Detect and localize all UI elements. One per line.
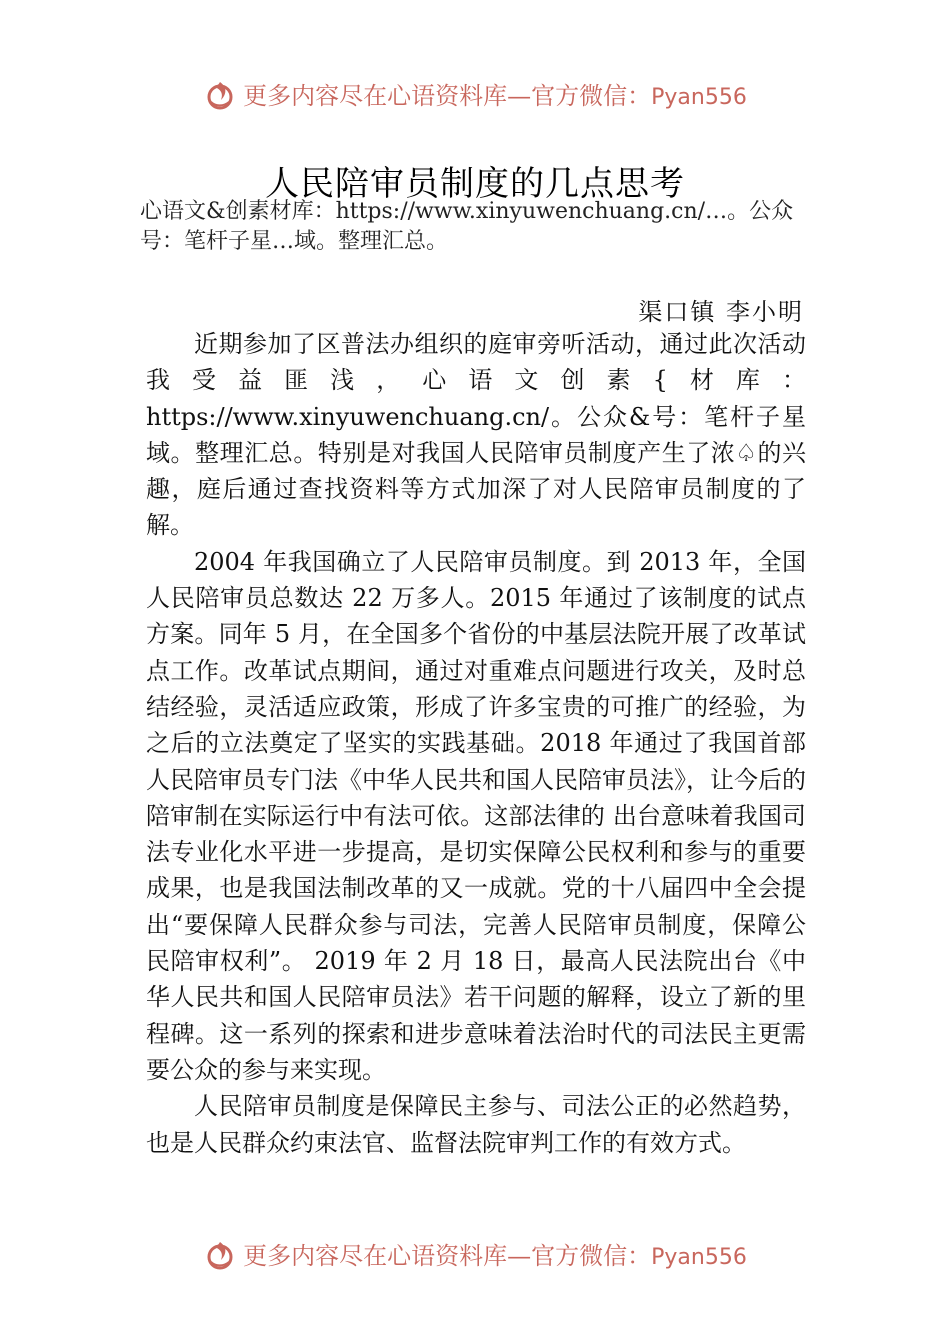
document-body [146, 326, 806, 1161]
paragraph: 人民陪审员制度是保障民主参与、司法公正的必然趋势，也是人民群众约束法官、监督法院审判工作的有效方式。 [146, 1092, 806, 1157]
author-line: 渠口镇 李小明 [638, 298, 804, 326]
flame-leaf-logo-icon [203, 1238, 237, 1272]
paragraph: 近期参加了区普法办组织的庭审旁听活动，通过此次活动我受益匪浅，心语文创素{材库：https://www.xinyuwenchuang.cn/。公众&号：笔杆子星域。整理汇总。特别是对我国人民陪审员制度产生了浓♤的兴趣，庭后通过查找资料等方式加深了对人民陪审员制度的了解。 [146, 330, 806, 540]
footer-banner [0, 1236, 950, 1275]
header-banner [0, 76, 950, 115]
banner-text: 更多内容尽在心语资料库—官方微信： [243, 1242, 652, 1270]
source-note: 心语文&创素材库：https://www.xinyuwenchuang.cn/…。公众号：笔杆子星…域。整理汇总。 [140, 199, 794, 254]
banner-wechat-id: Pyan556 [651, 1245, 747, 1270]
banner-text: 更多内容尽在心语资料库—官方微信： [243, 82, 652, 110]
banner-wechat-id: Pyan556 [651, 85, 747, 110]
flame-leaf-logo-icon [203, 78, 237, 112]
document-title: 人民陪审员制度的几点思考 [265, 164, 685, 204]
paragraph: 2004 年我国确立了人民陪审员制度。到 2013 年，全国人民陪审员总数达 22 万多人。2015 年通过了该制度的试点方案。同年 5 月，在全国多个省份的中基层法院开展了改革试点工作。改革试点期间，通过对重难点问题进行攻关，及时总结经验，灵活适应政策，形成了许多宝贵的可推广的经验，为之后的立法奠定了坚实的实践基础。2018 年通过了我国首部人民陪审员专门法《中华人民共和国人民陪审员法》，让今后的陪审制在实际运行中有法可依。这部法律的 出台意味着我国司法专业化水平进一步提高，是切实保障公民权利和参与的重要成果，也是我国法制改革的又一成就。党的十八届四中全会提出“要保障人民群众参与司法，完善人民陪审员制度，保障公民陪审权利”。 2019 年 2 月 18 日，最高人民法院出台《中华人民共和国人民陪审员法》若干问题的解释，设立了新的里程碑。这一系列的探索和进步意味着法治时代的司法民主更需要公众的参与来实现。 [146, 547, 806, 1084]
